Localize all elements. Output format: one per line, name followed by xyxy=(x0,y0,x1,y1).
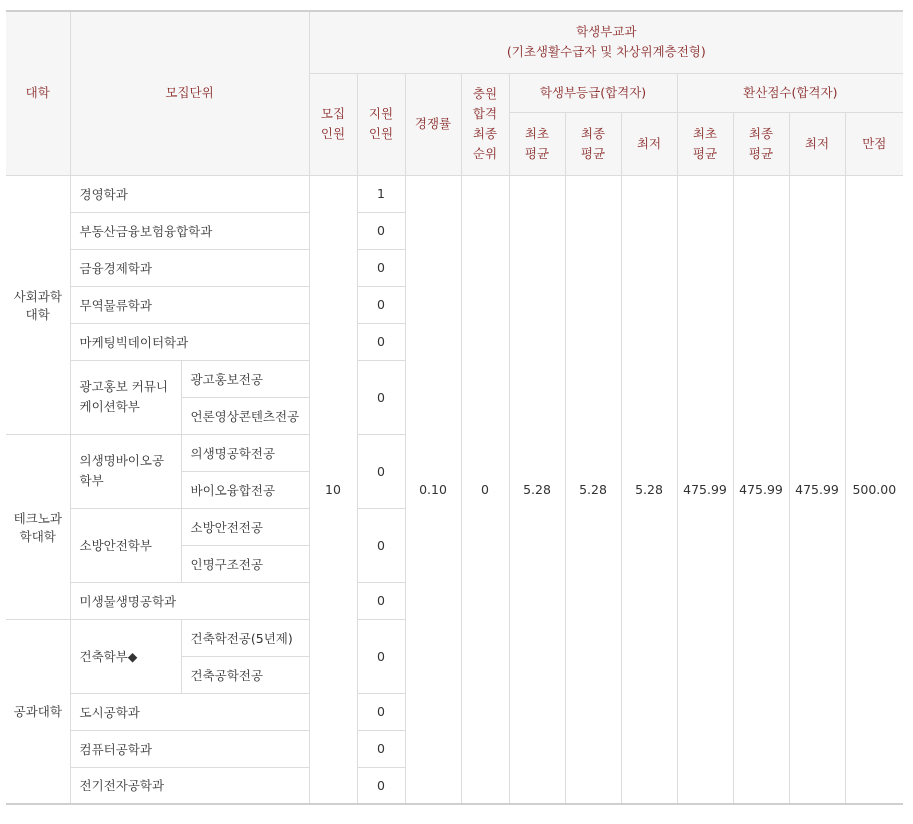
header-group-title xyxy=(309,11,903,73)
unit-microbio: 미생물생명공학과 xyxy=(70,582,309,619)
shared-grade-lowest: 5.28 xyxy=(621,175,677,804)
major-ad: 광고홍보전공 xyxy=(181,360,309,397)
apply-electric: 0 xyxy=(357,767,405,804)
header-competition: 경쟁률 xyxy=(405,73,461,175)
header-rank: 충원 합격 최종 순위 xyxy=(461,73,509,175)
unit-fin-econ: 금융경제학과 xyxy=(70,249,309,286)
shared-score-final-avg: 475.99 xyxy=(733,175,789,804)
header-recruit: 모집 인원 xyxy=(309,73,357,175)
shared-grade-first-avg: 5.28 xyxy=(509,175,565,804)
apply-adcomm: 0 xyxy=(357,360,405,434)
major-fire: 소방안전전공 xyxy=(181,508,309,545)
apply-microbio: 0 xyxy=(357,582,405,619)
apply-biomed: 0 xyxy=(357,434,405,508)
college-social: 사회과학 대학 xyxy=(6,175,70,434)
unit-biomed: 의생명바이오공학부 xyxy=(70,434,181,508)
table-body xyxy=(6,175,903,804)
header-unit: 모집단위 xyxy=(70,11,309,175)
major-biomed: 의생명공학전공 xyxy=(181,434,309,471)
header-apply: 지원 인원 xyxy=(357,73,405,175)
unit-fire: 소방안전학부 xyxy=(70,508,181,582)
unit-computer: 컴퓨터공학과 xyxy=(70,730,309,767)
apply-urban: 0 xyxy=(357,693,405,730)
apply-trade: 0 xyxy=(357,286,405,323)
header-college: 대학 xyxy=(6,11,70,175)
apply-marketing: 0 xyxy=(357,323,405,360)
major-media: 언론영상콘텐츠전공 xyxy=(181,397,309,434)
header-grade-lowest: 최저 xyxy=(621,112,677,175)
apply-fin-econ: 0 xyxy=(357,249,405,286)
group-title-line-1: 학생부교과 xyxy=(576,24,637,40)
major-arch5: 건축학전공(5년제) xyxy=(181,619,309,656)
major-rescue: 인명구조전공 xyxy=(181,545,309,582)
shared-competition: 0.10 xyxy=(405,175,461,804)
shared-score-first-avg: 475.99 xyxy=(677,175,733,804)
unit-business: 경영학과 xyxy=(70,175,309,212)
college-techno: 테크노과 학대학 xyxy=(6,434,70,619)
header-score-group: 환산점수(합격자) xyxy=(677,73,903,112)
apply-realestate: 0 xyxy=(357,212,405,249)
unit-arch: 건축학부◆ xyxy=(70,619,181,693)
shared-score-lowest: 475.99 xyxy=(789,175,845,804)
shared-rank: 0 xyxy=(461,175,509,804)
apply-computer: 0 xyxy=(357,730,405,767)
header-score-final-avg: 최종 평균 xyxy=(733,112,789,175)
header-score-first-avg: 최초 평균 xyxy=(677,112,733,175)
unit-trade: 무역물류학과 xyxy=(70,286,309,323)
major-bio-fusion: 바이오융합전공 xyxy=(181,471,309,508)
shared-score-full: 500.00 xyxy=(845,175,903,804)
unit-urban: 도시공학과 xyxy=(70,693,309,730)
apply-business: 1 xyxy=(357,175,405,212)
table-row xyxy=(6,175,903,212)
table-header xyxy=(6,11,903,175)
group-title-line-2: (기초생활수급자 및 차상위계층전형) xyxy=(506,44,706,60)
shared-grade-final-avg: 5.28 xyxy=(565,175,621,804)
header-score-full: 만점 xyxy=(845,112,903,175)
admission-results-table xyxy=(6,10,903,805)
apply-fire: 0 xyxy=(357,508,405,582)
header-score-lowest: 최저 xyxy=(789,112,845,175)
header-grade-group: 학생부등급(합격자) xyxy=(509,73,677,112)
unit-adcomm: 광고홍보 커뮤니케이션학부 xyxy=(70,360,181,434)
apply-arch: 0 xyxy=(357,619,405,693)
unit-marketing: 마케팅빅데이터학과 xyxy=(70,323,309,360)
college-eng: 공과대학 xyxy=(6,619,70,804)
unit-realestate: 부동산금융보험융합학과 xyxy=(70,212,309,249)
shared-recruit: 10 xyxy=(309,175,357,804)
header-grade-final-avg: 최종 평균 xyxy=(565,112,621,175)
unit-electric: 전기전자공학과 xyxy=(70,767,309,804)
major-arch-eng: 건축공학전공 xyxy=(181,656,309,693)
header-grade-first-avg: 최초 평균 xyxy=(509,112,565,175)
